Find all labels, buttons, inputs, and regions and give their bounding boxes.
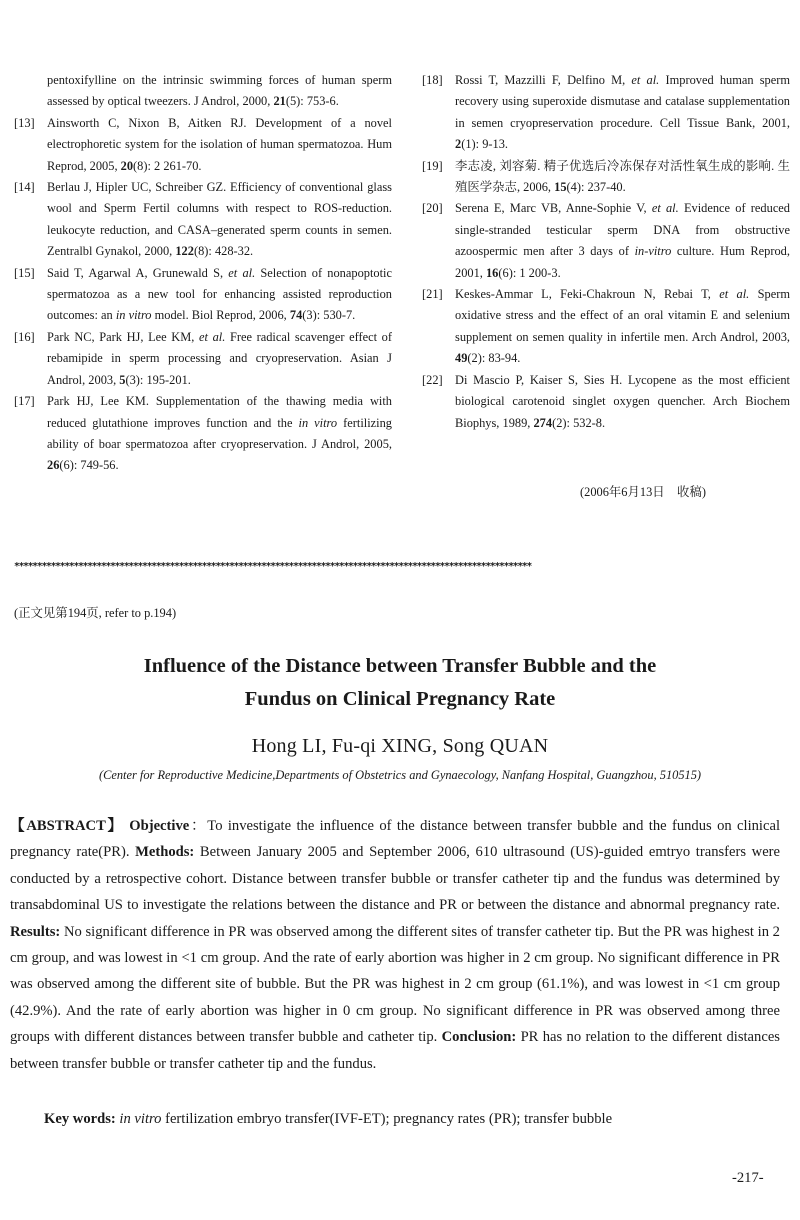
abstract-label: 【ABSTRACT】 <box>10 818 124 834</box>
objective-text: To investigate the influence of the distance between transfer bubble and the fundus on clinical pregnancy rate(PR). <box>10 818 780 861</box>
keywords-line <box>44 1111 612 1128</box>
reference-segment: 16 <box>485 265 499 280</box>
received-date-note: (2006年6月13日 收稿) <box>580 485 706 499</box>
reference-segment: (2): 532-8. <box>552 415 606 430</box>
reference-number: [21] <box>422 287 443 302</box>
article-title <box>0 650 800 716</box>
methods-text: Between January 2005 and September 2006, 610 ultrasound (US)-guided emtryo transfers were conducted by a retrospective cohort. Distance between transfer bubble or transfer catheter tip and the fundus was determined by transabdominal US to investigate the relations between the distance and PR or between the distance and abnormal pregnancy rate. <box>10 844 781 914</box>
reference-segment: Free radical scavenger effect of rebamipide in sperm processing and cryopreservation. Asian J Androl, 2003, <box>47 329 392 387</box>
reference-segment: Improved human sperm recovery using superoxide dismutase and catalase supplementation in semen cryopreservation procedure. Cell Tissue Bank, 2001, <box>455 73 791 130</box>
reference-entry <box>14 177 392 263</box>
reference-segment: Rossi T, Mazzilli F, Delfino M, <box>455 73 632 87</box>
conclusion-label: Conclusion: <box>441 1029 517 1046</box>
reference-number: [19] <box>422 158 443 173</box>
reference-text <box>47 391 392 477</box>
reference-entry <box>14 70 392 113</box>
reference-number: [14] <box>14 180 35 195</box>
reference-segment: Keskes-Ammar L, Feki-Chakroun N, Rebai T, <box>455 287 720 302</box>
reference-segment: (3): 195-201. <box>125 372 191 387</box>
reference-entry <box>14 113 392 177</box>
reference-number: [13] <box>14 115 35 130</box>
reference-segment: pentoxifylline on the intrinsic swimming forces of human sperm assessed by optical tweezers. J Androl, 2000, <box>47 73 392 109</box>
reference-segment: (4): 237-40. <box>566 180 626 195</box>
reference-segment: 274 <box>533 415 553 430</box>
reference-segment: (5): 753-6. <box>285 94 339 109</box>
keywords-text: fertilization embryo transfer(IVF-ET); pregnancy rates (PR); transfer bubble <box>165 1111 613 1127</box>
author-list: Hong LI, Fu-qi XING, Song QUAN <box>251 735 549 757</box>
reference-segment: Sperm oxidative stress and the effect of an oral vitamin E and selenium supplement on semen quality in infertile men. Arch Androl, 2003, <box>455 287 790 344</box>
reference-segment: Serena E, Marc VB, Anne-Sophie V, <box>455 201 652 216</box>
reference-text <box>47 113 392 177</box>
reference-segment: et al. <box>719 287 750 302</box>
reference-segment: 21 <box>273 94 286 109</box>
cross-reference-note: (正文见第194页, refer to p.194) <box>14 606 177 620</box>
reference-segment: in-vitro <box>634 244 672 259</box>
reference-text <box>455 156 790 199</box>
reference-segment: et al. <box>651 201 679 216</box>
reference-segment: (2): 83-94. <box>467 351 521 366</box>
author-affiliation: (Center for Reproductive Medicine,Departments of Obstetrics and Gynaecology, Nanfang Hospital, Guangzhou, 510515) <box>98 768 702 782</box>
reference-number: [18] <box>422 73 443 87</box>
reference-number: [15] <box>14 265 35 280</box>
reference-entry <box>422 370 790 434</box>
reference-segment: Di Mascio P, Kaiser S, Sies H. Lycopene as the most efficient biological carotenoid singlet oxygen quencher. Arch Biochem Biophys, 1989, <box>455 372 790 430</box>
title-line-1: Influence of the Distance between Transfer Bubble and the <box>143 655 657 677</box>
reference-segment: 20 <box>120 158 134 173</box>
reference-number: [20] <box>422 201 443 216</box>
reference-segment: (8): 428-32. <box>193 244 254 259</box>
results-text: No significant difference in PR was observed among the different sites of transfer catheter tip. But the PR was highest in 2 cm group, and was lowest in <1 cm group. And the rate of early abortion was higher in 2 cm group. No significant difference in PR was observed among the different site of bubble. But the PR was highest in 2 cm group (61.1%), and was lowest in <1 cm group (42.9%). And the rate of early abortion was higher in 0 cm group. No significant difference in PR was observed among three groups with different distances between transfer bubble and catheter tip. <box>10 923 780 1046</box>
reference-entry <box>422 156 790 199</box>
reference-segment: 49 <box>455 351 468 366</box>
reference-segment: 5 <box>119 372 126 387</box>
reference-number: [16] <box>14 329 35 344</box>
reference-text <box>455 198 790 284</box>
reference-segment: 2 <box>455 137 462 152</box>
reference-segment: culture. Hum Reprod, 2001, <box>455 244 790 280</box>
reference-text <box>47 327 392 391</box>
reference-segment: et al. <box>228 265 256 280</box>
reference-segment: Park NC, Park HJ, Lee KM, <box>47 329 199 344</box>
reference-text <box>455 70 790 156</box>
conclusion-text: PR has no relation to the different distances between transfer bubble or transfer catheter tip and the fundus. <box>10 1029 780 1072</box>
reference-text <box>47 263 392 327</box>
objective-label: Objective <box>129 818 190 834</box>
reference-entry <box>422 284 790 370</box>
results-label: Results: <box>10 923 61 940</box>
reference-number: [22] <box>422 372 443 387</box>
reference-text <box>47 177 392 263</box>
reference-segment: 122 <box>175 244 194 259</box>
reference-segment: (6): 749-56. <box>59 458 119 473</box>
page-number: -217- <box>732 1170 764 1186</box>
abstract-paragraph <box>10 813 780 1077</box>
keywords-label: Key words: <box>44 1111 116 1127</box>
reference-segment: Ainsworth C, Nixon B, Aitken RJ. Development of a novel electrophoretic system for the isolation of human spermatozoa. Hum Reprod, 2005, <box>47 115 392 173</box>
reference-entry <box>14 327 392 391</box>
reference-segment: 74 <box>289 308 303 323</box>
reference-segment: model. Biol Reprod, 2006, <box>151 308 290 323</box>
reference-entry <box>422 70 790 156</box>
reference-segment: Said T, Agarwal A, Grunewald S, <box>47 265 229 280</box>
reference-entry <box>14 391 392 477</box>
reference-segment: Park HJ, Lee KM. Supplementation of the thawing media with reduced glutathione improves function and the <box>47 394 392 430</box>
reference-segment: 15 <box>554 180 567 195</box>
references-left-column <box>14 70 392 477</box>
reference-segment: fertilizing ability of boar spermatozoa after cryopreservation. J Androl, 2005, <box>47 415 392 451</box>
reference-text <box>455 284 790 370</box>
reference-segment: (1): 9-13. <box>461 137 509 152</box>
objective-separator: ： <box>189 818 208 834</box>
reference-number: [17] <box>14 394 35 409</box>
keywords-italic: in vitro <box>119 1111 162 1127</box>
title-line-2: Fundus on Clinical Pregnancy Rate <box>244 688 556 710</box>
reference-segment: in vitro <box>298 415 338 430</box>
reference-segment: 李志凌, 刘容菊. 精子优选后冷冻保存对活性氧生成的影响. 生殖医学杂志, 2006, <box>455 158 790 195</box>
reference-segment: in vitro <box>115 308 152 323</box>
reference-segment: (6): 1 200-3. <box>498 265 561 280</box>
reference-text <box>47 70 392 113</box>
reference-segment: et al. <box>199 329 226 344</box>
reference-segment: (3): 530-7. <box>302 308 356 323</box>
reference-segment: Selection of nonapoptotic spermatozoa as a new tool for enhancing assisted reproduction outcomes: an <box>47 265 392 323</box>
methods-label: Methods: <box>135 844 195 861</box>
reference-segment: (8): 2 261-70. <box>133 158 202 173</box>
reference-segment: Evidence of reduced single-stranded testicular sperm DNA from obstructive azoospermic men after 3 days of <box>455 201 791 259</box>
reference-entry <box>14 263 392 327</box>
reference-text <box>455 370 790 434</box>
reference-segment: et al. <box>631 73 660 87</box>
reference-segment: Berlau J, Hipler UC, Schreiber GZ. Efficiency of conventional glass wool and Sperm Fertil columns with respect to ROS-reduction. leukocyte reduction, and CASA–generated sperm counts in semen. Zentralbl Gynakol, 2000, <box>47 180 392 259</box>
asterisk-divider: ***************************************************************************************************************** <box>14 561 532 572</box>
reference-entry <box>422 198 790 284</box>
reference-segment: 26 <box>47 458 60 473</box>
references-right-column <box>422 70 790 434</box>
